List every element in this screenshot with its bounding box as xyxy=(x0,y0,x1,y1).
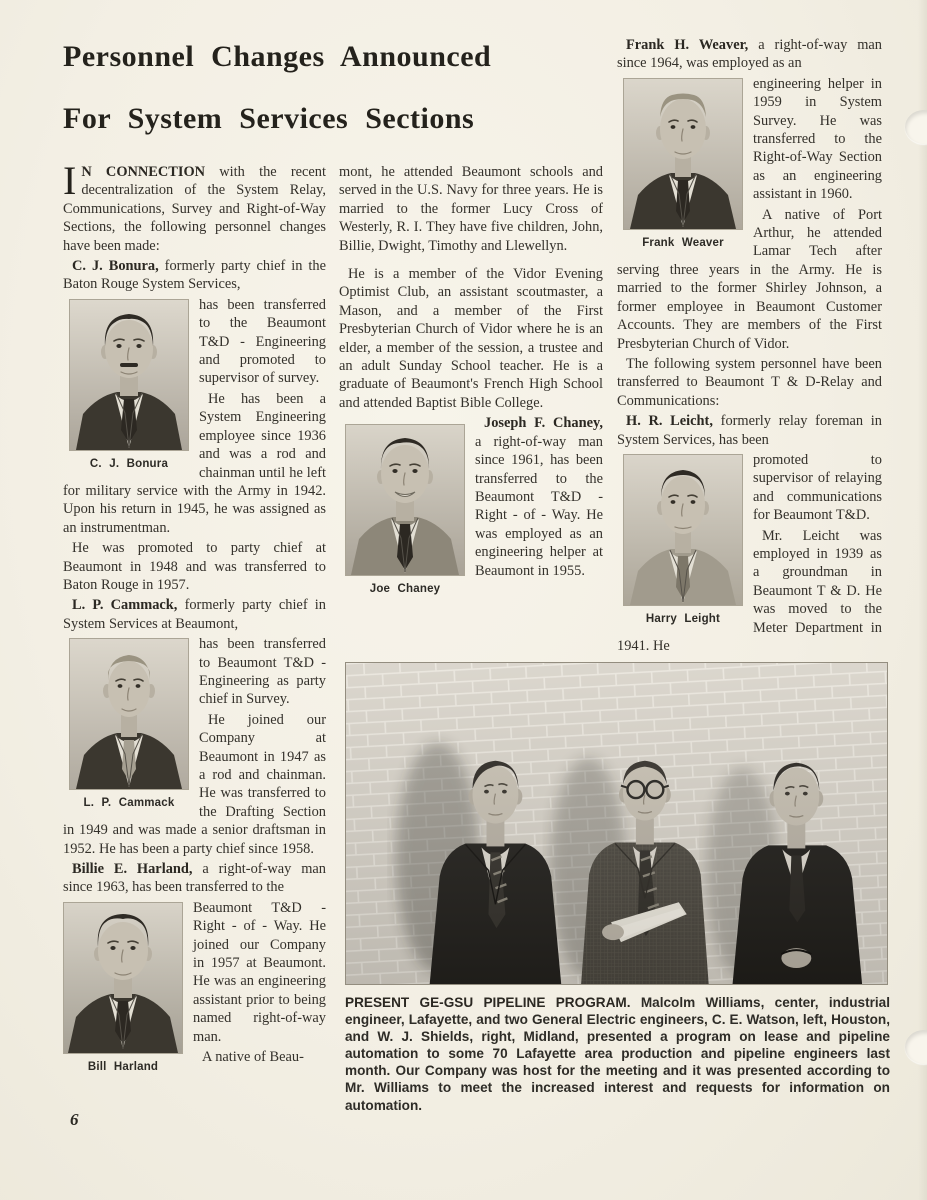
body-paragraph: mont, he attended Beaumont schools and served in the U.S. Navy for three years. He is married to the former Lucy Cross of Westerly, R. I. They have five children, John, Billie, Dwight, Timothy and Llewellyn. xyxy=(339,164,603,254)
article-title xyxy=(63,40,623,164)
portrait-photo-chaney xyxy=(345,424,465,576)
drop-cap: I xyxy=(63,163,77,203)
title-line-1: Personnel Changes Announced xyxy=(63,40,492,73)
photo-caption: Frank Weaver xyxy=(642,236,724,249)
body-paragraph: Beaumont T&D - Right - of - Way. He joined our Company in 1957 at Beaumont. He was an engineering assistant prior to being named right-of-way man. xyxy=(193,899,326,1045)
photo-caption: C. J. Bonura xyxy=(89,457,169,470)
body-paragraph: H. R. Leicht, formerly relay foreman in System Services, has been xyxy=(617,413,882,448)
group-photo-image xyxy=(345,662,888,985)
body-paragraph: engineering helper in 1959 in System Survey. He was transferred to the Right-of-Way Section as an engineering assistant in 1960. xyxy=(753,75,882,203)
portrait-photo-harland xyxy=(63,902,183,1054)
portrait-photo-bonura xyxy=(69,299,189,451)
body-paragraph: A native of Beau- xyxy=(202,1049,304,1066)
intro-paragraph: I N CONNECTION with the recent decentralization of the System Relay, Communications, Survey and Right-of-Way Sections, the following personnel changes have been made: xyxy=(63,163,326,254)
body-paragraph: promoted to supervisor of relaying and communications for Beaumont T&D. xyxy=(753,451,882,524)
page-number: 6 xyxy=(70,1110,79,1129)
body-paragraph: has been transferred to the Beaumont T&D - Engineering and promoted to supervisor of survey. xyxy=(199,296,326,387)
portrait-photo-weaver xyxy=(623,78,743,230)
photo-caption: Bill Harland xyxy=(87,1060,159,1073)
group-photo-caption: PRESENT GE-GSU PIPELINE PROGRAM. Malcolm Williams, center, industrial engineer, Lafayette, and two General Electric engineers, C. E. Watson, left, Houston, and W. J. Shields, right, Midland, presented a program on lease and pipeline automation to some 70 Lafayette area production and pipeline engineers last month. Our Company was host for the meeting and it was presented according to Mr. Williams to meet the increased interest and requests for information on automation. xyxy=(345,995,890,1113)
intro-lead: N CONNECTION xyxy=(81,164,206,180)
body-paragraph: He is a member of the Vidor Evening Optimist Club, an assistant scoutmaster, a Mason, and a member of the First Presbyterian Church of Vidor where he is an elder, a member of the session, a trustee and an adult Sunday School teacher. He is a graduate of Beaumont's French High School and attended Baptist Bible College. xyxy=(339,266,603,411)
photo-caption: L. P. Cammack xyxy=(83,797,175,810)
body-paragraph: A native of Port Arthur, he attended Lamar Tech after serving three years in the Army. He is married to the former Shirley Johnson, a former employee in Beaumont Customer Accounts. They are members of the First Presbyterian Church of Vidor. xyxy=(617,206,882,352)
page-edge-shading xyxy=(918,0,927,1200)
body-paragraph: He was promoted to party chief at Beaumont in 1948 and was transferred to Baton Rouge in 1957. xyxy=(63,540,326,593)
body-paragraph: Frank H. Weaver, a right-of-way man since 1964, was employed as an xyxy=(617,37,882,72)
portrait-figure-harland xyxy=(63,902,183,1076)
person-name: Billie E. Harland, xyxy=(72,861,193,878)
body-paragraph: Billie E. Harland, a right-of-way man since 1963, has been transferred to the xyxy=(63,861,326,896)
person-name: L. P. Cammack, xyxy=(72,597,178,614)
body-paragraph: He joined our Company at Beaumont in 1947 as a rod and chainman. He was transferred to the Drafting Section in 1949 and was made a senior draftsman in 1952. He has been a party chief since 1958. xyxy=(63,711,326,857)
text-column-1 xyxy=(63,163,326,1123)
person-name: Joseph F. Chaney, xyxy=(484,415,603,432)
body-paragraph: Mr. Leicht was employed in 1939 as a groundman in Beaumont T & D. He was moved to the Meter Department in 1941. He xyxy=(617,527,882,654)
caption-lead: PRESENT GE-GSU PIPELINE PROGRAM. xyxy=(345,995,631,1010)
punch-hole xyxy=(905,1030,927,1064)
portrait-figure-chaney xyxy=(345,424,465,598)
text-column-2 xyxy=(339,163,603,655)
portrait-figure-cammack xyxy=(69,638,189,812)
person-name: H. R. Leicht, xyxy=(626,413,713,430)
body-paragraph: Joseph F. Chaney, a right-of-way man since 1961, has been transferred to the Beaumont T&D - Right - of - Way. He was employed as an engineering helper at Beaumont in 1955. xyxy=(475,415,603,579)
portrait-figure-leight xyxy=(623,454,743,628)
punch-hole xyxy=(905,110,927,144)
body-paragraph: C. J. Bonura, formerly party chief in the Baton Rouge System Services, xyxy=(63,258,326,293)
photo-caption: Harry Leight xyxy=(645,612,721,625)
portrait-photo-leight xyxy=(623,454,743,606)
body-paragraph: L. P. Cammack, formerly party chief in System Services at Beaumont, xyxy=(63,597,326,632)
portrait-figure-weaver xyxy=(623,78,743,252)
text-column-3 xyxy=(617,36,882,654)
person-name: Frank H. Weaver, xyxy=(626,37,749,53)
photo-caption: Joe Chaney xyxy=(369,583,441,596)
portrait-figure-bonura xyxy=(69,299,189,473)
body-paragraph: He has been a System Engineering employee since 1936 and was a rod and chainman until he left for military service with the Army in 1942. Upon his return in 1945, he was assigned as an instrumentman. xyxy=(63,390,326,536)
portrait-photo-cammack xyxy=(69,638,189,790)
body-paragraph: The following system personnel have been transferred to Beaumont T & D-Relay and Communications: xyxy=(617,355,882,409)
group-photo xyxy=(345,662,888,985)
title-line-2: For System Services Sections xyxy=(63,102,475,135)
person-name: C. J. Bonura, xyxy=(72,258,159,275)
body-paragraph: has been transferred to Beaumont T&D - Engineering as party chief in Survey. xyxy=(199,636,326,708)
